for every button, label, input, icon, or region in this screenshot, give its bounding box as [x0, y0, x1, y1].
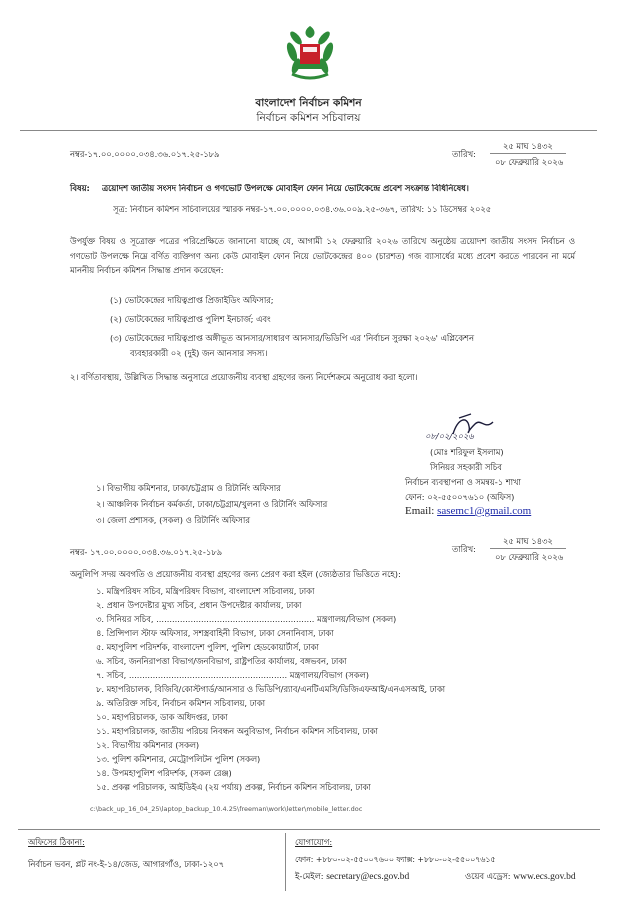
copy-item: ১৪. উপমহাপুলিশ পরিদর্শক, (সকল রেঞ্জ) [96, 768, 232, 778]
copy-item: ৬. সচিব, জননিরাপত্তা বিভাগ/জনবিভাগ, রাষ্ট্রপতির কার্যালয়, বঙ্গভবন, ঢাকা [96, 656, 347, 666]
copy-intro: অনুলিপি সদয় অবগতি ও প্রয়োজনীয় ব্যবস্থা গ্রহণের জন্য প্রেরণ করা হইল (জ্যেষ্ঠতার ভিত্তিতে নহে): [70, 569, 401, 579]
date-separator [490, 153, 566, 154]
web-label: ওয়েব এড্রেস: [465, 871, 511, 881]
office-name: বাংলাদেশ নির্বাচন কমিশন [255, 97, 362, 109]
secretariat-name: নির্বাচন কমিশন সচিবালয় [256, 112, 361, 124]
email-label: Email: [405, 505, 435, 517]
office-address: নির্বাচন ভবন, প্লট নং-ই-১৪/জেড, আগারগাঁও, ঢাকা-১২০৭ [28, 859, 225, 869]
footer-email[interactable]: secretary@ecs.gov.bd [326, 872, 410, 882]
election-commission-logo [282, 22, 338, 82]
signatory-email[interactable]: sasemc1@gmail.com [437, 505, 532, 517]
date-english: ০৮ ফেব্রুয়ারি ২০২৬ [495, 157, 564, 167]
contact-label: যোগাযোগ: [295, 837, 333, 847]
copy-item: ১১. মহাপরিচালক, জাতীয় পরিচয় নিবন্ধন অনুবিভাগ, নির্বাচন কমিশন সচিবালয়, ঢাকা [96, 726, 378, 736]
list-item: (৩) ভোটকেন্দ্রের দায়িত্বপ্রাপ্ত অঙ্গীভূত আনসার/সাধারণ আনসার/ভিডিপি এর 'নির্বাচন সুরক্ষা ২০২৬' এপ্লিকেশন [110, 333, 474, 343]
subject-text: ত্রয়োদশ জাতীয় সংসদ নির্বাচন ও গণভোট উপলক্ষে মোবাইল ফোন নিয়ে ভোটকেন্দ্রে প্রবেশ সংক্রান্ত বিধিনিষেধ। [102, 184, 469, 193]
list-item: ব্যবহারকারী ০২ (দুই) জন আনসার সদস্য। [130, 348, 268, 358]
memo-number: নম্বর-১৭.০০.০০০০.০৩৪.৩৬.০১৭.২৫-১৮৯ [70, 149, 220, 159]
website-link[interactable]: www.ecs.gov.bd [513, 872, 576, 882]
copy-item: ১২. বিভাগীয় কমিশনার (সকল) [96, 740, 200, 750]
footer-column-divider [285, 833, 286, 891]
copy-item: ৩. সিনিয়র সচিব, ............................................................ মন্ত্রণালয়/বিভাগ (সকল) [96, 614, 397, 624]
signature-scribble [423, 412, 523, 448]
date-label: তারিখ: [452, 149, 476, 159]
signatory-designation: সিনিয়র সহকারী সচিব [430, 462, 502, 472]
copy-item: ১. মন্ত্রিপরিষদ সচিব, মন্ত্রিপরিষদ বিভাগ, বাংলাদেশ সচিবালয়, ঢাকা [96, 586, 315, 596]
date-bangla-copy: ২৫ মাঘ ১৪৩২ [503, 536, 553, 546]
signature-date: ০৮/০২/২০২৬ [425, 431, 474, 441]
recipient-item: ৩। জেলা প্রশাসক, (সকল) ও রিটার্নিং অফিসার [96, 515, 250, 525]
footer-email-label: ই-মেইল: [295, 871, 324, 881]
recipient-item: ২। আঞ্চলিক নির্বাচন কর্মকর্তা, ঢাকা/চট্টগ্রাম/খুলনা ও রিটার্নিং অফিসার [96, 499, 328, 509]
signatory-phone: ফোন: ০২-৫৫০০৭৬১০ (অফিস) [405, 492, 515, 502]
copy-item: ১৩. পুলিশ কমিশনার, মেট্রোপলিটন পুলিশ (সকল) [96, 754, 261, 764]
date-separator-copy [490, 548, 566, 549]
header-divider [20, 130, 597, 131]
signatory-name: (মোঃ শরিফুল ইসলাম) [430, 447, 504, 457]
date-bangla: ২৫ মাঘ ১৪৩২ [503, 141, 553, 151]
date-label-copy: তারিখ: [452, 544, 476, 554]
point-two: ২। বর্ণিতাবস্থায়, উল্লিখিত সিদ্ধান্ত অনুসারে প্রয়োজনীয় ব্যবস্থা গ্রহণের জন্য নির্দেশক্রমে অনুরোধ করা হলো। [70, 372, 418, 382]
copy-item: ৯. অতিরিক্ত সচিব, নির্বাচন কমিশন সচিবালয়, ঢাকা [96, 698, 266, 708]
signatory-branch: নির্বাচন ব্যবস্থাপনা ও সমন্বয়-১ শাখা [405, 477, 521, 487]
source-reference: সূত্র: নির্বাচন কমিশন সচিবালয়ের স্মারক নম্বর-১৭.০০.০০০০.০৩৪.৩৬.০০৯.২৫-৩৬৭, তারিখ: ১১ ডিসেম্বর ২০২৫ [113, 205, 492, 214]
memo-number-copy: নম্বর- ১৭.০০.০০০০.০৩৪.৩৬.০১৭.২৫-১৮৯ [70, 547, 223, 557]
subject-label: বিষয়: [70, 183, 90, 193]
copy-item: ২. প্রধান উপদেষ্টার মুখ্য সচিব, প্রধান উপদেষ্টার কার্যালয়, ঢাকা [96, 600, 302, 610]
address-label: অফিসের ঠিকানা: [28, 837, 85, 847]
copy-item: ৪. প্রিন্সিপাল স্টাফ অফিসার, সশস্ত্রবাহিনী বিভাগ, ঢাকা সেনানিবাস, ঢাকা [96, 628, 334, 638]
phone-fax: ফোন: +৮৮০-০২-৫৫০০৭৬০০ ফ্যাক্স: +৮৮০-০২-৫৫০০৭৬১৫ [295, 855, 496, 864]
footer-divider [18, 829, 600, 830]
file-path: c:\back_up_16_04_25\laptop_backup_10.4.25\freeman\work\letter\mobile_letter.doc [90, 805, 363, 813]
recipient-item: ১। বিভাগীয় কমিশনার, ঢাকা/চট্টগ্রাম ও রিটার্নিং অফিসার [96, 483, 281, 493]
body-paragraph: উপর্যুক্ত বিষয় ও সূত্রোক্ত পত্রের পরিপ্রেক্ষিতে জানানো যাচ্ছে যে, আগামী ১২ ফেব্রুয়ারি ২০২৬ তারিখে অনুষ্ঠেয় ত্রয়োদশ জাতীয় সংসদ নির্বাচন ও গণভোট উপলক্ষে নিম্নে বর্ণিত ব্যক্তিগণ অন্য কেউ মোবাইল ফোন নিয়ে ভোটকেন্দ্রের ৪০০ (চারশত) গজ ব্যাসার্ধের মধ্যে প্রবেশ করতে পারবেন না মর্মে মাননীয় নির্বাচন কমিশন সিদ্ধান্ত প্রদান করেছেন: [70, 236, 575, 275]
list-item: (২) ভোটকেন্দ্রের দায়িত্বপ্রাপ্ত পুলিশ ইনচার্জ; এবং [110, 314, 271, 324]
copy-item: ৭. সচিব, ............................................................ মন্ত্রণালয়/বিভাগ (সকল) [96, 670, 370, 680]
copy-item: ৫. মহাপুলিশ পরিদর্শক, বাংলাদেশ পুলিশ, পুলিশ হেডকোয়ার্টার্স, ঢাকা [96, 642, 319, 652]
copy-item: ১৫. প্রকল্প পরিচালক, আইডিইএ (২য় পর্যায়) প্রকল্প, নির্বাচন কমিশন সচিবালয়, ঢাকা [96, 782, 371, 792]
copy-item: ১০. মহাপরিচালক, ডাক অধিদপ্তর, ঢাকা [96, 712, 228, 722]
copy-item: ৮. মহাপরিচালক, বিজিবি/কোস্টগার্ড/আনসার ও ভিডিপি/র‍্যাব/এনটিএমসি/ডিজিএফআই/এনএসআই, ঢাকা [96, 684, 446, 694]
date-english-copy: ০৮ ফেব্রুয়ারি ২০২৬ [495, 552, 564, 562]
list-item: (১) ভোটকেন্দ্রের দায়িত্বপ্রাপ্ত প্রিজাইডিং অফিসার; [110, 295, 274, 305]
